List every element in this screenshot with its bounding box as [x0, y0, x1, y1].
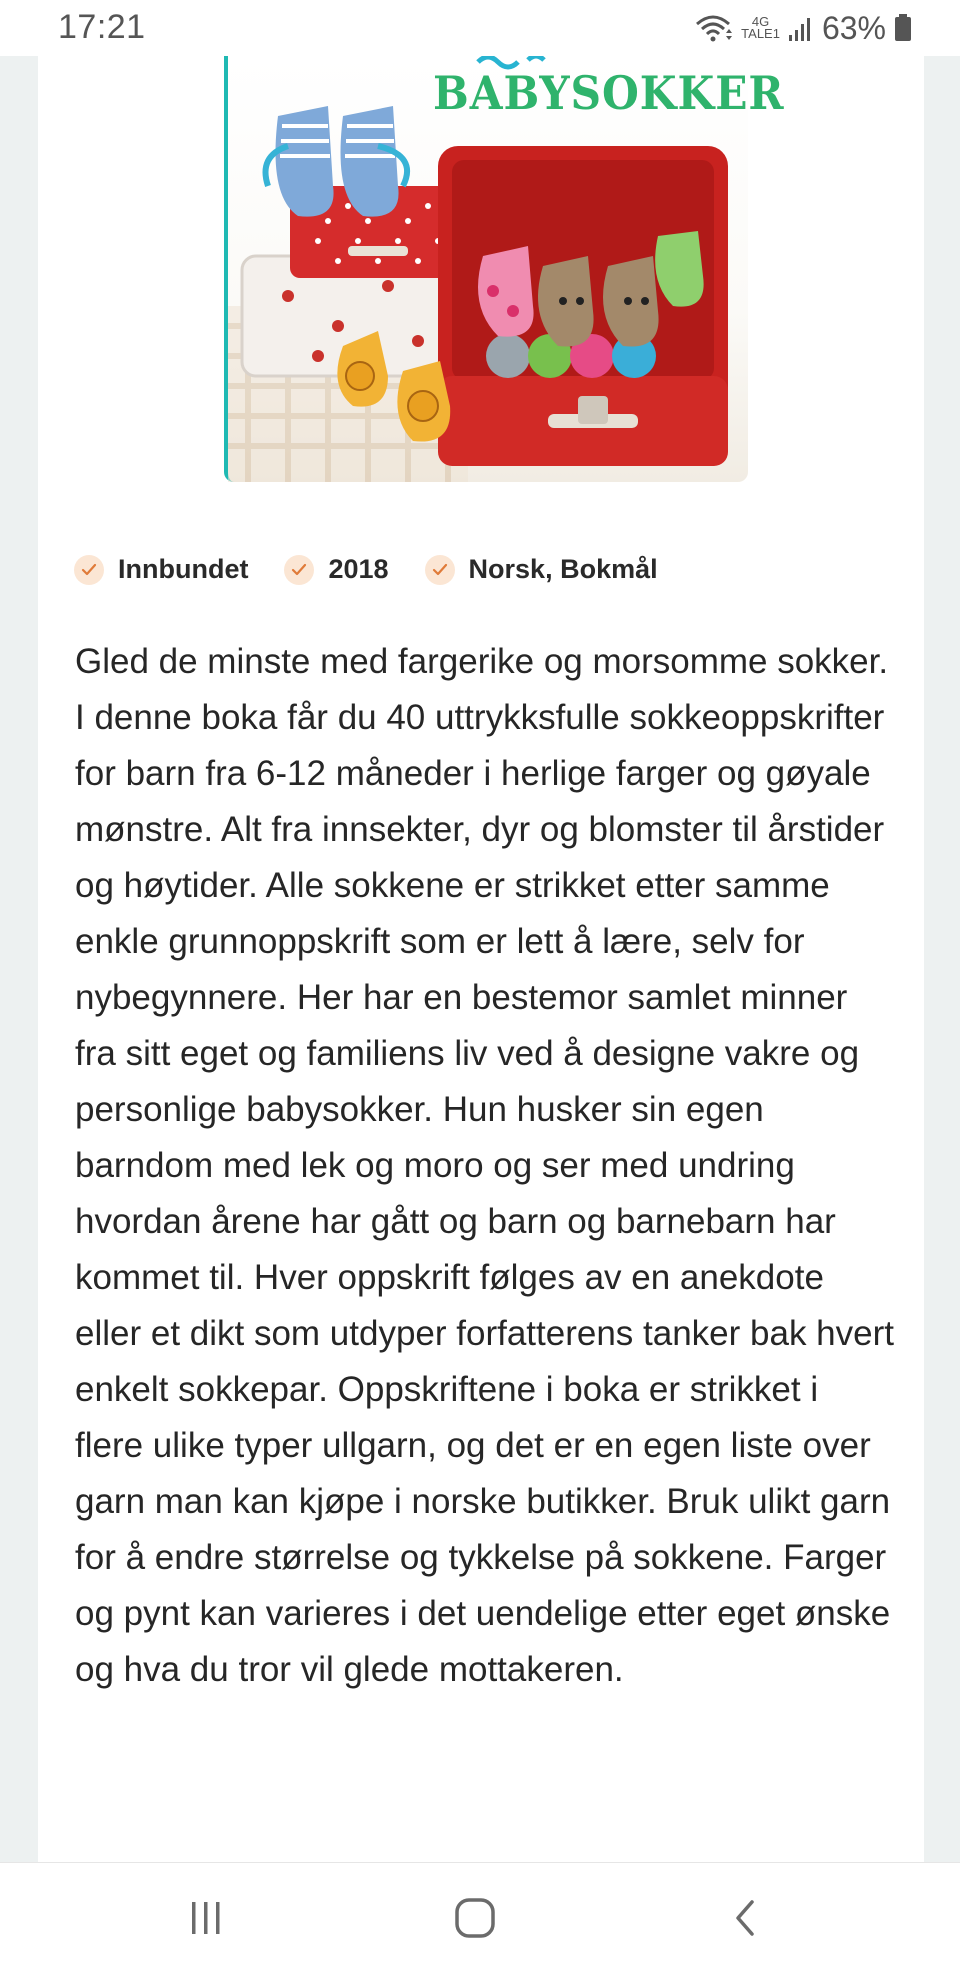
- book-cover-image[interactable]: [224, 56, 785, 482]
- navigation-bar: [0, 1862, 960, 1974]
- product-features: [74, 554, 658, 585]
- feature-binding: [74, 554, 248, 585]
- signal-icon: [788, 13, 814, 43]
- cover-title: BABYSOKKER: [433, 66, 785, 120]
- feature-language: [425, 554, 658, 585]
- feature-label: 2018: [328, 554, 389, 584]
- check-icon: [74, 555, 104, 585]
- status-bar: [0, 0, 960, 56]
- recent-apps-icon: [186, 1900, 226, 1936]
- product-description: Gled de minste med fargerike og morsomme sokker. I denne boka får du 40 uttrykksfulle sokkeoppskrifter for barn fra 6-12 måneder i herlige farger og gøyale mønstre. Alt fra innsekter, dyr og blomster til årstider og høytider. Alle sokkene er strikket etter samme enkle grunnoppskrift som er lett å lære, selv for nybegynnere. Her har en bestemor samlet minner fra sitt eget og familiens liv ved å designe vakre og personlige babysokker. Hun husker sin egen barndom med lek og moro og ser med undring hvordan årene har gått og barn og barnebarn har kommet til. Hver oppskrift følges av en anekdote eller et dikt som utdyper forfatterens tanker bak hvert enkelt sokkepar. Oppskriftene i boka er strikket i flere ulike typer ullgarn, og det er en egen liste over garn man kan kjøpe i norske butikker. Bruk ulikt garn for å endre størrelse og tykkelse på sokkene. Farger og pynt kan varieres i det uendelige etter eget ønske og hva du tror vil glede mottakeren.: [75, 642, 894, 1689]
- check-icon: [425, 555, 455, 585]
- status-icons: [693, 8, 912, 48]
- recent-apps-button[interactable]: [176, 1893, 236, 1943]
- home-icon: [454, 1897, 496, 1939]
- network-gen: 4G: [751, 14, 770, 29]
- feature-label: Innbundet: [118, 554, 249, 584]
- home-button[interactable]: [445, 1893, 505, 1943]
- back-icon: [732, 1898, 758, 1938]
- check-icon: [284, 555, 314, 585]
- battery-percentage: 63%: [821, 9, 886, 46]
- feature-label: Norsk, Bokmål: [468, 554, 658, 584]
- network-carrier: TALE1: [741, 26, 780, 41]
- battery-icon: [894, 13, 912, 43]
- product-card: [38, 56, 924, 1862]
- network-type: [741, 16, 780, 40]
- status-time: 17:21: [58, 8, 146, 46]
- back-button[interactable]: [715, 1893, 775, 1943]
- feature-year: [284, 554, 388, 585]
- wifi-icon: [693, 13, 733, 43]
